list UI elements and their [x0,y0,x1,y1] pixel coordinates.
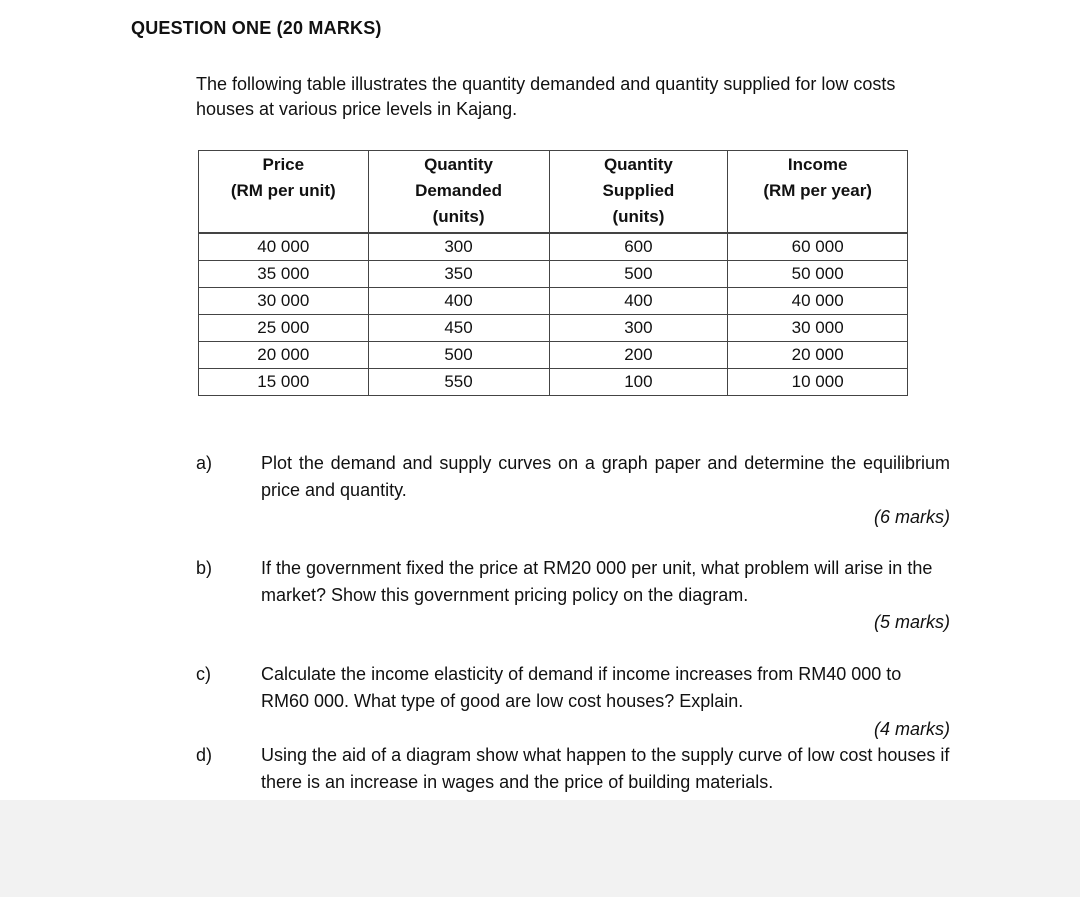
cell-quantity-supplied: 100 [549,369,728,396]
question-text: Using the aid of a diagram show what happen to the supply curve of low cost houses if there is an increase in wages and the price of building materials. [261,745,950,792]
cell-quantity-supplied: 500 [549,261,728,288]
cell-income: 10 000 [728,369,908,396]
cell-quantity-demanded: 450 [368,315,549,342]
cell-quantity-demanded: 300 [368,233,549,261]
table-row [199,315,908,342]
cell-price: 40 000 [199,233,369,261]
cell-income: 20 000 [728,342,908,369]
header-price: Price (RM per unit) [199,151,369,234]
question-c [196,661,950,741]
question-heading: QUESTION ONE (20 MARKS) [131,18,382,38]
cell-income: 50 000 [728,261,908,288]
header-quantity-supplied: Quantity Supplied (units) [549,151,728,234]
cell-quantity-supplied: 600 [549,233,728,261]
header-income: Income (RM per year) [728,151,908,234]
question-text: If the government fixed the price at RM20 000 per unit, what problem will arise in the market? Show this government pricing policy on the diagram. [261,558,933,605]
question-label: d) [196,745,213,765]
question-text: Calculate the income elasticity of demand if income increases from RM40 000 to RM60 000. What type of good are low cost houses? Explain. [261,664,902,711]
question-text: Plot the demand and supply curves on a graph paper and determine the equilibrium price and quantity. [261,453,950,500]
question-label: a) [196,453,213,473]
cell-quantity-demanded: 550 [368,369,549,396]
cell-price: 25 000 [199,315,369,342]
question-marks: (5 marks) [874,612,950,632]
cell-quantity-supplied: 400 [549,288,728,315]
cell-quantity-demanded: 350 [368,261,549,288]
cell-price: 15 000 [199,369,369,396]
table-row [199,342,908,369]
question-a [196,450,950,530]
table-row [199,261,908,288]
table-row [199,369,908,396]
question-b [196,555,950,635]
intro-paragraph: The following table illustrates the quantity demanded and quantity supplied for low costs houses at various price levels in Kajang. [196,74,896,119]
table-header-row [199,151,908,234]
cell-quantity-supplied: 200 [549,342,728,369]
cell-quantity-demanded: 400 [368,288,549,315]
question-label: c) [196,664,211,684]
header-quantity-demanded: Quantity Demanded (units) [368,151,549,234]
page-bottom-margin [0,800,1080,897]
cell-income: 60 000 [728,233,908,261]
question-d [196,742,950,798]
cell-income: 40 000 [728,288,908,315]
question-label: b) [196,558,213,578]
price-quantity-table [198,150,908,396]
cell-price: 30 000 [199,288,369,315]
cell-price: 20 000 [199,342,369,369]
question-marks: (4 marks) [874,719,950,739]
question-marks: (6 marks) [874,507,950,527]
table-row [199,288,908,315]
cell-quantity-supplied: 300 [549,315,728,342]
cell-price: 35 000 [199,261,369,288]
table-row [199,233,908,261]
cell-quantity-demanded: 500 [368,342,549,369]
cell-income: 30 000 [728,315,908,342]
